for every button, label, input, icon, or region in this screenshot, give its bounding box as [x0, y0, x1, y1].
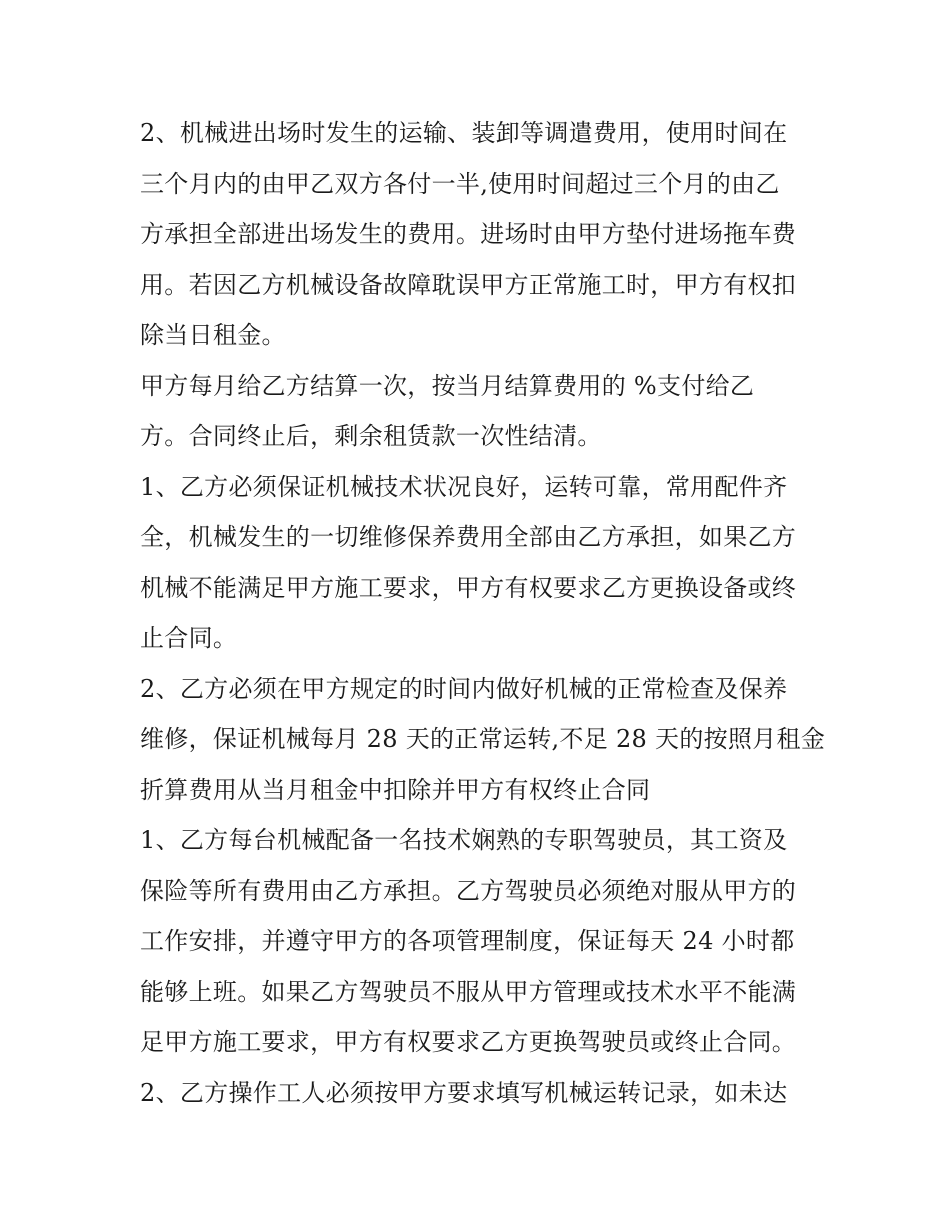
- text-line: 用。若因乙方机械设备故障耽误甲方正常施工时，甲方有权扣: [140, 270, 797, 299]
- text-line: 全，机械发生的一切维修保养费用全部由乙方承担，如果乙方: [140, 523, 797, 551]
- text-line: 折算费用从当月租金中扣除并甲方有权终止合同: [140, 775, 651, 804]
- text-line: 甲方每月给乙方结算一次，按当月结算费用的 %支付给乙: [140, 371, 755, 400]
- text-line: 方承担全部进出场发生的费用。进场时由甲方垫付进场拖车费: [140, 220, 797, 248]
- text-line: 足甲方施工要求，甲方有权要求乙方更换驾驶员或终止合同。: [140, 1028, 797, 1056]
- text-line: 1、乙方每台机械配备一名技术娴熟的专职驾驶员，其工资及: [140, 826, 788, 854]
- text-line: 维修，保证机械每月 28 天的正常运转,不足 28 天的按照月租金: [140, 725, 826, 753]
- text-line: 止合同。: [140, 624, 238, 652]
- text-line: 除当日租金。: [140, 321, 286, 349]
- text-line: 工作安排，并遵守甲方的各项管理制度，保证每天 24 小时都: [140, 927, 795, 955]
- text-line: 2、乙方必须在甲方规定的时间内做好机械的正常检查及保养: [140, 674, 788, 703]
- text-line: 2、机械进出场时发生的运输、装卸等调遣费用，使用时间在: [140, 119, 788, 147]
- text-line: 能够上班。如果乙方驾驶员不服从甲方管理或技术水平不能满: [140, 977, 797, 1006]
- text-line: 机械不能满足甲方施工要求，甲方有权要求乙方更换设备或终: [140, 573, 797, 602]
- text-line: 2、乙方操作工人必须按甲方要求填写机械运转记录，如未达: [140, 1078, 788, 1107]
- text-line: 三个月内的由甲乙双方各付一半,使用时间超过三个月的由乙: [140, 169, 780, 198]
- document-body: [140, 108, 830, 1118]
- text-line: 方。合同终止后，剩余租赁款一次性结清。: [140, 422, 602, 450]
- text-line: 保险等所有费用由乙方承担。乙方驾驶员必须绝对服从甲方的: [140, 876, 797, 905]
- text-line: 1、乙方必须保证机械技术状况良好，运转可靠，常用配件齐: [140, 472, 788, 501]
